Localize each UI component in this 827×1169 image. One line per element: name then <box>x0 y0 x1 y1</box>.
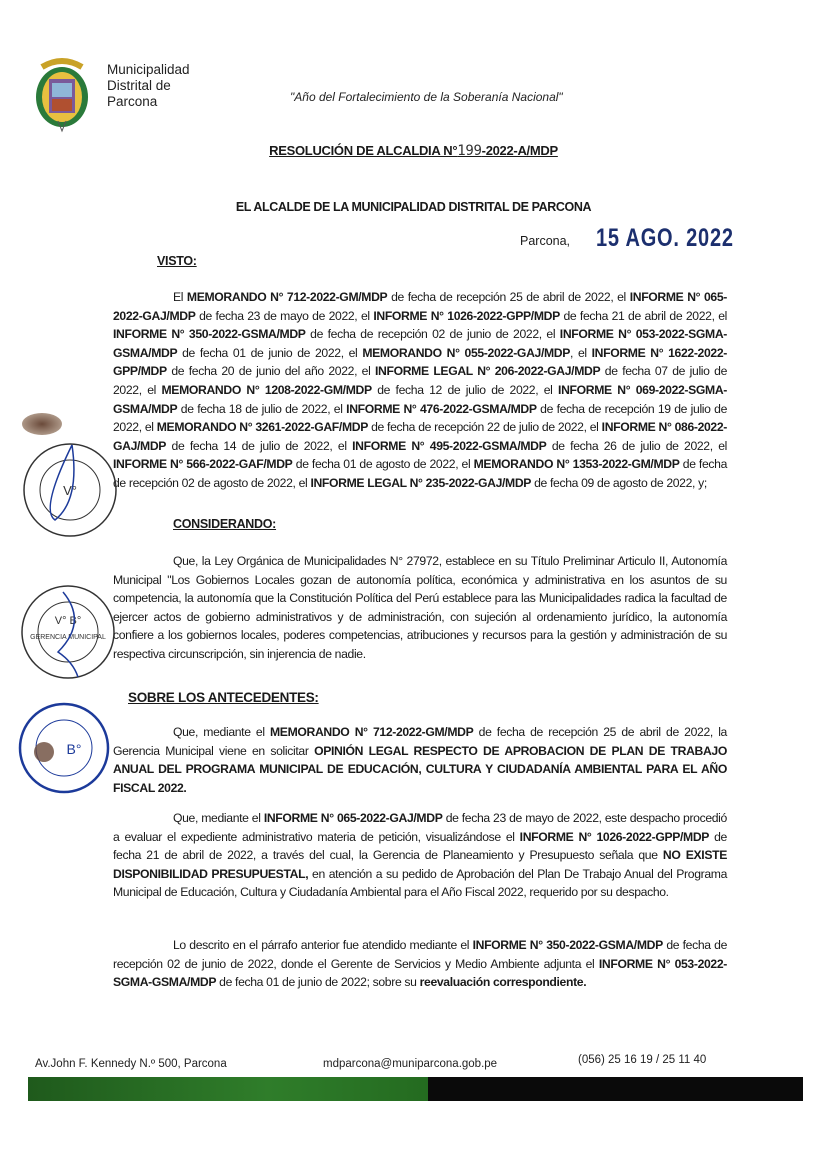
footer-email[interactable]: mdparcona@muniparcona.gob.pe <box>323 1058 498 1070</box>
document-reference: INFORME N° 495-2022-GSMA/MDP <box>352 438 547 453</box>
document-reference: reevaluación correspondiente. <box>419 975 587 990</box>
year-motto: "Año del Fortalecimiento de la Soberanía Nacional" <box>290 90 563 104</box>
paragraph-text: de fecha 01 de junio de 2022; sobre su <box>216 975 420 990</box>
paragraph-text: de fecha 23 de mayo de 2022, este despacho procedió a evaluar el expediente administrativo materia de petición, visualizándose el <box>113 811 727 844</box>
paragraph-text: en atención a su pedido de Aprobación del Plan De Trabajo Anual del Programa Municipal de Educación, Cultura y Ciudadanía Ambiental para el Año Fiscal 2022, requerido por su despacho. <box>113 866 727 900</box>
paragraph-text: de fecha 01 de agosto de 2022, el <box>292 457 474 472</box>
stamp-bottom-text: GERENCIA MUNICIPAL <box>30 634 106 641</box>
document-reference: MEMORANDO N° 055-2022-GAJ/MDP <box>362 345 571 360</box>
paragraph-visto <box>113 288 727 493</box>
resolution-title <box>0 143 827 159</box>
document-reference: INFORME N° 1026-2022-GPP/MDP <box>519 829 710 844</box>
footer-phone: (056) 25 16 19 / 25 11 40 <box>578 1054 707 1066</box>
stamp-center-text: V° B° <box>54 615 82 627</box>
stamp-gerencia-municipal <box>18 582 118 682</box>
document-reference: INFORME LEGAL N° 206-2022-GAJ/MDP <box>375 364 601 379</box>
punch-hole-icon <box>34 742 54 762</box>
punch-hole-icon <box>22 413 62 435</box>
resolution-number: 199 <box>457 143 482 159</box>
stamp-center-text: V° <box>63 483 77 498</box>
document-reference: INFORME N° 086-2022-GAJ/MDP <box>113 420 728 453</box>
paragraph-informe-350 <box>113 936 727 992</box>
document-reference: INFORME N° 053-2022-SGMA-GSMA/MDP <box>113 956 727 990</box>
paragraph-text: de fecha de recepción 25 de abril de 2022, la Gerencia Municipal viene en solicitar <box>113 725 727 758</box>
paragraph-text: , el <box>570 345 592 360</box>
municipality-line: Distrital de <box>107 78 171 93</box>
section-considerando: CONSIDERANDO: <box>173 517 277 531</box>
paragraph-text: de fecha 21 de abril de 2022, el <box>559 308 727 323</box>
document-reference: MEMORANDO N° 1208-2022-GM/MDP <box>161 382 372 397</box>
document-reference: INFORME N° 1622-2022-GPP/MDP <box>113 345 727 379</box>
document-reference: INFORME N° 566-2022-GAF/MDP <box>113 457 293 472</box>
paragraph-text: de fecha de recepción 22 de julio de 2022, el <box>367 420 602 435</box>
stamp-alcaldia <box>20 440 120 540</box>
document-reference: OPINIÓN LEGAL RESPECTO DE APROBACION DE PLAN DE TRABAJO ANUAL DEL PROGRAMA MUNICIPAL DE EDUCACIÓN, CULTURA Y CIUDADANÍA AMBIENTAL PARA EL AÑO FISCAL 2022. <box>113 743 727 795</box>
paragraph-text: de fecha 07 de julio de 2022, el <box>113 364 727 397</box>
paragraph-ley-organica <box>113 552 727 664</box>
paragraph-text: de fecha 20 de junio del año 2022, el <box>166 364 376 379</box>
document-reference: INFORME N° 1026-2022-GPP/MDP <box>373 308 560 323</box>
paragraph-text: de fecha 23 de mayo de 2022, el <box>195 308 374 323</box>
section-antecedentes: SOBRE LOS ANTECEDENTES: <box>128 690 319 705</box>
paragraph-text: de fecha 12 de julio de 2022, el <box>371 382 559 397</box>
place-label: Parcona, <box>520 234 571 248</box>
stamp-asesoria-juridica <box>16 700 112 796</box>
paragraph-informe-065 <box>113 809 727 902</box>
paragraph-text: Lo descrito en el párrafo anterior fue atendido mediante el <box>173 938 473 952</box>
document-reference: INFORME N° 069-2022-SGMA-GSMA/MDP <box>113 382 728 416</box>
section-visto: VISTO: <box>157 254 197 268</box>
document-reference: INFORME N° 476-2022-GSMA/MDP <box>346 401 537 416</box>
document-reference: INFORME N° 350-2022-GSMA/MDP <box>472 938 663 952</box>
paragraph-text: de fecha 01 de junio de 2022, el <box>177 345 363 360</box>
paragraph-text: de fecha de recepción 19 de julio de 2022, el <box>113 401 728 435</box>
issuer-heading: EL ALCALDE DE LA MUNICIPALIDAD DISTRITAL DE PARCONA <box>235 200 592 214</box>
document-reference: MEMORANDO N° 3261-2022-GAF/MDP <box>156 420 368 435</box>
date-stamp: 15 AGO. 2022 <box>596 224 734 252</box>
paragraph-text: Que, mediante el <box>173 811 264 825</box>
document-reference: MEMORANDO N° 712-2022-GM/MDP <box>186 290 388 304</box>
paragraph-text: Que, la Ley Orgánica de Municipalidades N° 27972, establece en su Título Preliminar Articulo II, Autonomía Municipal "Los Gobiernos Locales gozan de autonomía política, económica y administrativa en los asuntos de su competencia, la autonomía que la Constitución Política del Perú establece para las Municipalidades radica la facultad de ejercer actos de gobierno administrativos y de administración, con sujeción al ordenamiento jurídico, la autonomía confiere a los gobiernos locales, poderes competencias, atribuciones y recursos para la gestión y administración de su respectiva circunscripción, sin injerencia de nadie. <box>113 554 727 661</box>
paragraph-text: de fecha 21 de abril de 2022, a través del cual, la Gerencia de Planeamiento y Presupuesto señala que <box>113 829 727 863</box>
paragraph-text: El <box>173 290 187 304</box>
footer-green-bar <box>28 1077 428 1101</box>
footer-address: Av.John F. Kennedy N.º 500, Parcona <box>35 1058 227 1070</box>
document-reference: INFORME N° 053-2022-SGMA-GSMA/MDP <box>113 327 728 360</box>
paragraph-text: de fecha 18 de julio de 2022, el <box>177 401 347 416</box>
stamp-center-text: B° <box>66 741 82 757</box>
document-reference: MEMORANDO N° 712-2022-GM/MDP <box>269 725 474 739</box>
municipality-line: Municipalidad <box>107 62 190 77</box>
paragraph-text: de fecha de recepción 02 de agosto de 2022, el <box>113 457 727 490</box>
document-reference: MEMORANDO N° 1353-2022-GM/MDP <box>473 457 680 472</box>
paragraph-text: de fecha 14 de julio de 2022, el <box>166 438 353 453</box>
paragraph-text: Que, mediante el <box>173 725 270 739</box>
paragraph-text: de fecha 09 de agosto de 2022, y; <box>531 475 707 490</box>
municipality-line: Parcona <box>107 94 158 109</box>
document-reference: INFORME N° 065-2022-GAJ/MDP <box>113 290 727 323</box>
paragraph-text: de fecha de recepción 02 de junio de 2022, el <box>305 327 560 342</box>
paragraph-text: de fecha de recepción 02 de junio de 2022, donde el Gerente de Servicios y Medio Ambiente adjunta el <box>113 938 727 971</box>
paragraph-text: de fecha de recepción 25 de abril de 2022, el <box>387 290 630 304</box>
title-prefix: RESOLUCIÓN DE ALCALDIA N° <box>269 143 458 158</box>
document-reference: INFORME N° 065-2022-GAJ/MDP <box>263 811 443 825</box>
paragraph-text: de fecha 26 de julio de 2022, el <box>546 438 728 453</box>
document-reference: NO EXISTE DISPONIBILIDAD PRESUPUESTAL, <box>113 848 727 881</box>
municipality-logo <box>32 55 92 135</box>
municipality-name <box>107 62 190 110</box>
document-reference: INFORME LEGAL N° 235-2022-GAJ/MDP <box>310 475 532 490</box>
footer-black-bar <box>428 1077 803 1101</box>
paragraph-memorando-712 <box>113 723 727 797</box>
document-reference: INFORME N° 350-2022-GSMA/MDP <box>113 327 306 342</box>
title-suffix: -2022-A/MDP <box>481 143 558 158</box>
